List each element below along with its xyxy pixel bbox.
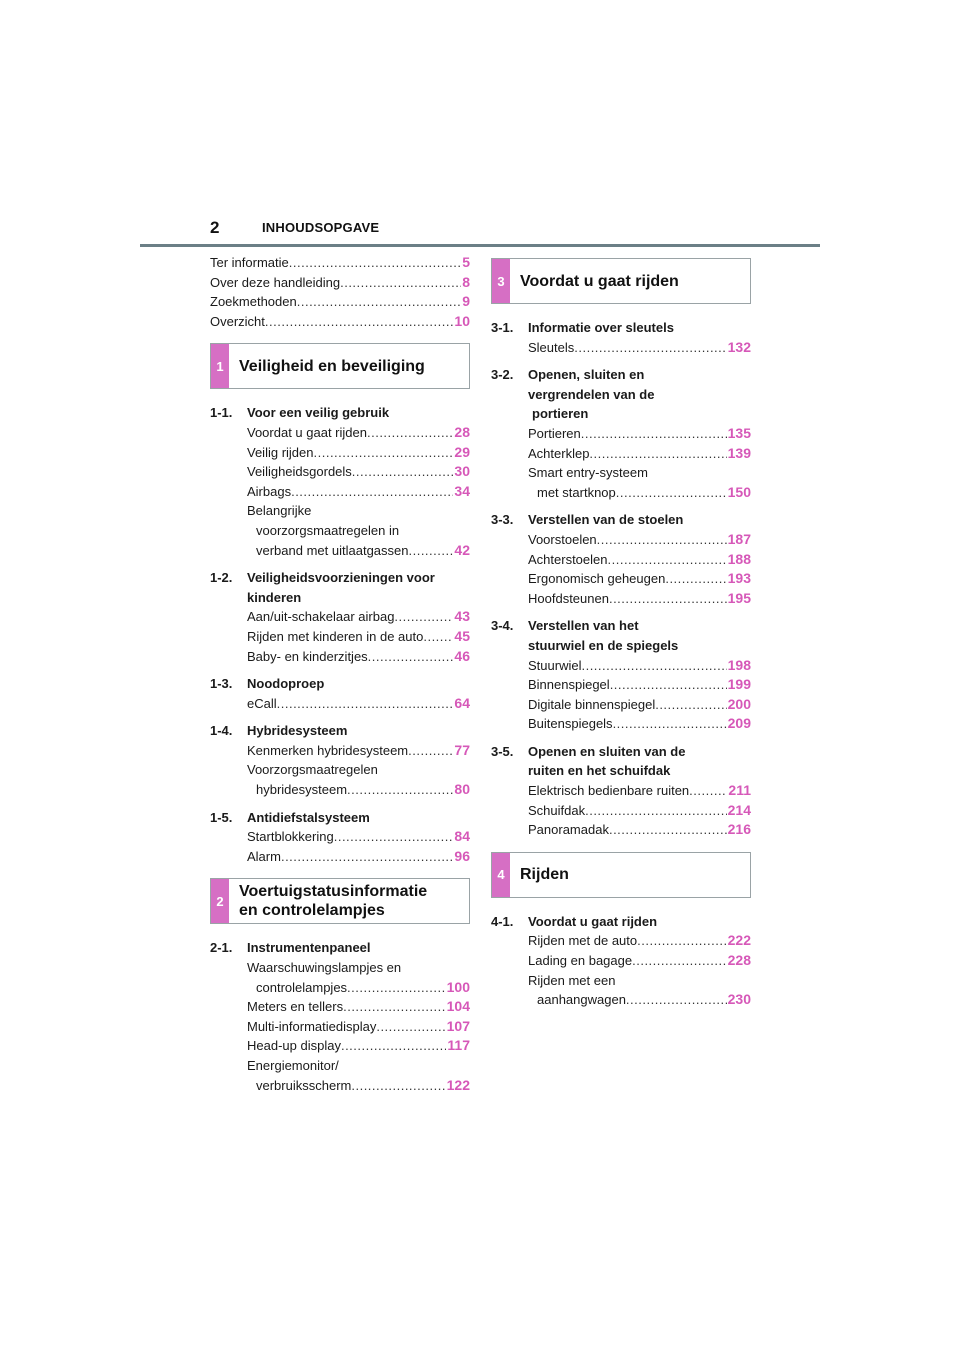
toc-entry[interactable]: Baby- en kinderzitjes ..... 46 bbox=[247, 647, 470, 667]
toc-entry[interactable]: Aan/uit-schakelaar airbag ..... 43 bbox=[247, 607, 470, 627]
toc-entry[interactable]: Achterstoelen ..... 188 bbox=[528, 550, 751, 570]
toc-entry[interactable]: Hoofdsteunen ..... 195 bbox=[528, 589, 751, 609]
page-link[interactable]: 200 bbox=[727, 695, 751, 712]
toc-entry[interactable]: Ter informatie ..... 5 bbox=[210, 253, 470, 273]
section-title: Voor een veilig gebruik bbox=[247, 405, 390, 421]
page-link[interactable]: 10 bbox=[454, 312, 470, 329]
section-3-5: 3-5. Openen en sluiten van de ruiten en het schuifdak Elektrisch bedienbare ruiten ..... 211 Schuifdak ..... 214 Panoramadak ..... 216 bbox=[491, 742, 751, 840]
toc-entry[interactable]: Veilig rijden ..... 29 bbox=[247, 443, 470, 463]
toc-entry[interactable]: Elektrisch bedienbare ruiten ..... 211 bbox=[528, 781, 751, 801]
section-title: Informatie over sleutels bbox=[528, 320, 674, 335]
toc-entry[interactable]: Achterklep ..... 139 bbox=[528, 444, 751, 464]
page-link[interactable]: 77 bbox=[454, 741, 470, 758]
page-link[interactable]: 84 bbox=[454, 828, 470, 845]
section-3-2: 3-2. Openen, sluiten en vergrendelen van de portieren Portieren ..... 135 Achterklep ..... 139 Smart entry-systeem met startknop ..... 150 bbox=[491, 365, 751, 502]
toc-entry[interactable]: Rijden met de auto ..... 222 bbox=[528, 931, 751, 951]
chapter-4-heading[interactable] bbox=[491, 852, 751, 898]
toc-entry-multiline[interactable]: Belangrijke voorzorgsmaatregelen in verband met uitlaatgassen ..... 42 bbox=[247, 501, 470, 560]
header-rule bbox=[140, 244, 820, 247]
section-1-1: 1-1. Voor een veilig gebruik Voordat u gaat rijden ..... 28 Veilig rijden ..... 29 Veiligheidsgordels ..... 30 Airbags ..... 34 Belangrijke voorzorgsmaatregelen in verband met uitlaatgassen ..... 42 bbox=[210, 403, 470, 560]
toc-entry[interactable]: eCall ..... 64 bbox=[247, 694, 470, 714]
page-link[interactable]: 122 bbox=[446, 1076, 470, 1093]
page-link[interactable]: 30 bbox=[454, 463, 470, 480]
toc-entry[interactable]: Rijden met kinderen in de auto ..... 45 bbox=[247, 627, 470, 647]
section-1-4: 1-4. Hybridesysteem Kenmerken hybridesysteem ..... 77 Voorzorgsmaatregelen hybridesysteem ..... 80 bbox=[210, 721, 470, 799]
page-link[interactable]: 64 bbox=[454, 694, 470, 711]
page-link[interactable]: 45 bbox=[454, 627, 470, 644]
toc-entry[interactable]: Multi-informatiedisplay ..... 107 bbox=[247, 1017, 470, 1037]
section-1-5: 1-5. Antidiefstalsysteem Startblokkering ..... 84 Alarm ..... 96 bbox=[210, 808, 470, 867]
toc-right-column bbox=[491, 258, 751, 1010]
page-link[interactable]: 9 bbox=[462, 293, 470, 310]
page-number: 2 bbox=[210, 218, 220, 237]
page-link[interactable]: 209 bbox=[727, 715, 751, 732]
page-link[interactable]: 139 bbox=[727, 444, 751, 461]
section-title: Voordat u gaat rijden bbox=[528, 913, 658, 929]
toc-entry[interactable]: Sleutels ..... 132 bbox=[528, 338, 751, 358]
page-link[interactable]: 100 bbox=[446, 978, 470, 995]
section-3-3: 3-3. Verstellen van de stoelen Voorstoelen ..... 187 Achterstoelen ..... 188 Ergonomisch geheugen ..... 193 Hoofdsteunen ..... 195 bbox=[491, 510, 751, 608]
page-link[interactable]: 188 bbox=[727, 550, 751, 567]
section-title: Verstellen van het stuurwiel en de spiegels bbox=[528, 618, 679, 653]
toc-entry[interactable]: Kenmerken hybridesysteem ..... 77 bbox=[247, 741, 470, 761]
toc-entry[interactable]: Lading en bagage ..... 228 bbox=[528, 951, 751, 971]
page-link[interactable]: 104 bbox=[446, 998, 470, 1015]
toc-entry[interactable]: Startblokkering ..... 84 bbox=[247, 827, 470, 847]
section-title: Instrumentenpaneel bbox=[247, 940, 371, 956]
toc-entry-multiline[interactable]: Smart entry-systeem met startknop ..... 150 bbox=[528, 463, 751, 502]
page-link[interactable]: 135 bbox=[727, 424, 751, 441]
toc-entry[interactable]: Meters en tellers ..... 104 bbox=[247, 997, 470, 1017]
toc-entry[interactable]: Ergonomisch geheugen ..... 193 bbox=[528, 569, 751, 589]
page-link[interactable]: 43 bbox=[454, 608, 470, 625]
toc-entry[interactable]: Stuurwiel ..... 198 bbox=[528, 656, 751, 676]
section-title: Hybridesysteem bbox=[247, 723, 348, 739]
page-link[interactable]: 46 bbox=[454, 647, 470, 664]
toc-entry[interactable]: Digitale binnenspiegel ..... 200 bbox=[528, 695, 751, 715]
page-link[interactable]: 5 bbox=[462, 254, 470, 270]
page-link[interactable]: 199 bbox=[727, 676, 751, 693]
chapter-title: Veiligheid en beveiliging bbox=[239, 357, 425, 375]
chapter-number: 3 bbox=[492, 259, 510, 303]
page-link[interactable]: 228 bbox=[727, 952, 751, 969]
page-link[interactable]: 29 bbox=[454, 443, 470, 460]
toc-entry[interactable]: Over deze handleiding ..... 8 bbox=[210, 273, 470, 293]
chapter-title: Voordat u gaat rijden bbox=[520, 272, 679, 290]
chapter-3-heading[interactable] bbox=[491, 258, 751, 304]
page-link[interactable]: 8 bbox=[462, 273, 470, 290]
section-3-4: 3-4. Verstellen van het stuurwiel en de spiegels Stuurwiel ..... 198 Binnenspiegel ..... 199 Digitale binnenspiegel ..... 200 Buitenspiegels ..... 209 bbox=[491, 616, 751, 734]
toc-entry-multiline[interactable]: Rijden met een aanhangwagen ..... 230 bbox=[528, 971, 751, 1010]
page-link[interactable]: 80 bbox=[454, 781, 470, 798]
page-link[interactable]: 34 bbox=[454, 482, 470, 499]
toc-entry[interactable]: Voorstoelen ..... 187 bbox=[528, 530, 751, 550]
page-link[interactable]: 216 bbox=[727, 821, 751, 838]
page-link[interactable]: 132 bbox=[727, 338, 751, 355]
page-link[interactable]: 214 bbox=[727, 801, 751, 818]
chapter-title: Rijden bbox=[520, 866, 569, 884]
toc-entry[interactable]: Voordat u gaat rijden ..... 28 bbox=[247, 423, 470, 443]
section-title: Veiligheidsvoorzieningen voor kinderen bbox=[247, 570, 435, 605]
chapter-title: Voertuigstatusinformatie en controlelampjes bbox=[239, 883, 428, 920]
toc-entry-multiline[interactable]: Waarschuwingslampjes en controlelampjes ..... 100 bbox=[247, 958, 470, 997]
page-link[interactable]: 107 bbox=[446, 1017, 470, 1034]
section-title: Openen, sluiten en vergrendelen van de portieren bbox=[528, 367, 655, 422]
section-title: Verstellen van de stoelen bbox=[528, 512, 684, 528]
section-2-1: 2-1. Instrumentenpaneel Waarschuwingslampjes en controlelampjes ..... 100 Meters en tellers ..... 104 Multi-informatiedisplay ..... 107 Head-up display ..... 117 Energiemonitor/ verbruiksscherm ..... 122 bbox=[210, 938, 470, 1095]
section-1-2: 1-2. Veiligheidsvoorzieningen voor kinderen Aan/uit-schakelaar airbag ..... 43 Rijden met kinderen in de auto ..... 45 Baby- en kinderzitjes ..... 46 bbox=[210, 568, 470, 666]
toc-entry[interactable]: Panoramadak ..... 216 bbox=[528, 820, 751, 840]
section-3-1: 3-1. Informatie over sleutels Sleutels ..... 132 bbox=[491, 318, 751, 357]
toc-entry[interactable]: Veiligheidsgordels ..... 30 bbox=[247, 462, 470, 482]
page-header bbox=[210, 218, 820, 246]
section-1-3: 1-3. Noodoproep eCall ..... 64 bbox=[210, 674, 470, 713]
toc-entry[interactable]: Head-up display ..... 117 bbox=[247, 1036, 470, 1056]
toc-entry[interactable]: Schuifdak ..... 214 bbox=[528, 801, 751, 821]
page-link[interactable]: 150 bbox=[727, 483, 751, 500]
toc-entry-multiline[interactable]: Voorzorgsmaatregelen hybridesysteem ..... 80 bbox=[247, 760, 470, 799]
chapter-number: 4 bbox=[492, 853, 510, 897]
toc-entry[interactable]: Overzicht ..... 10 bbox=[210, 312, 470, 332]
page-link[interactable]: 187 bbox=[727, 530, 751, 547]
chapter-number: 1 bbox=[211, 344, 229, 388]
toc-entry[interactable]: Portieren ..... 135 bbox=[528, 424, 751, 444]
chapter-number: 2 bbox=[211, 879, 229, 923]
page-title: INHOUDSOPGAVE bbox=[262, 220, 380, 235]
toc-entry[interactable]: Zoekmethoden ..... 9 bbox=[210, 292, 470, 312]
page-link[interactable]: 230 bbox=[727, 991, 751, 1008]
page-link[interactable]: 42 bbox=[454, 541, 470, 558]
page-link[interactable]: 198 bbox=[727, 656, 751, 673]
page-link[interactable]: 193 bbox=[727, 570, 751, 587]
toc-entry[interactable]: Buitenspiegels ..... 209 bbox=[528, 714, 751, 734]
chapter-1-heading[interactable] bbox=[210, 343, 470, 389]
section-4-1: 4-1. Voordat u gaat rijden Rijden met de auto ..... 222 Lading en bagage ..... 228 Rijden met een aanhangwagen ..... 230 bbox=[491, 912, 751, 1010]
page-link[interactable]: 195 bbox=[727, 589, 751, 606]
page-link[interactable]: 117 bbox=[447, 1037, 470, 1054]
toc-entry[interactable]: Binnenspiegel ..... 199 bbox=[528, 675, 751, 695]
page-link[interactable]: 96 bbox=[454, 847, 470, 864]
toc-left-column bbox=[210, 253, 470, 1095]
toc-entry[interactable]: Airbags ..... 34 bbox=[247, 482, 470, 502]
section-title: Noodoproep bbox=[247, 676, 325, 692]
section-title: Openen en sluiten van de ruiten en het schuifdak bbox=[528, 743, 686, 779]
page-link[interactable]: 222 bbox=[727, 932, 751, 949]
toc-entry-multiline[interactable]: Energiemonitor/ verbruiksscherm ..... 122 bbox=[247, 1056, 470, 1095]
toc-entry[interactable]: Alarm ..... 96 bbox=[247, 847, 470, 867]
section-title: Antidiefstalsysteem bbox=[247, 809, 370, 825]
page-link[interactable]: 28 bbox=[454, 423, 470, 440]
chapter-2-heading[interactable] bbox=[210, 878, 470, 924]
page-link[interactable]: 211 bbox=[728, 782, 751, 799]
